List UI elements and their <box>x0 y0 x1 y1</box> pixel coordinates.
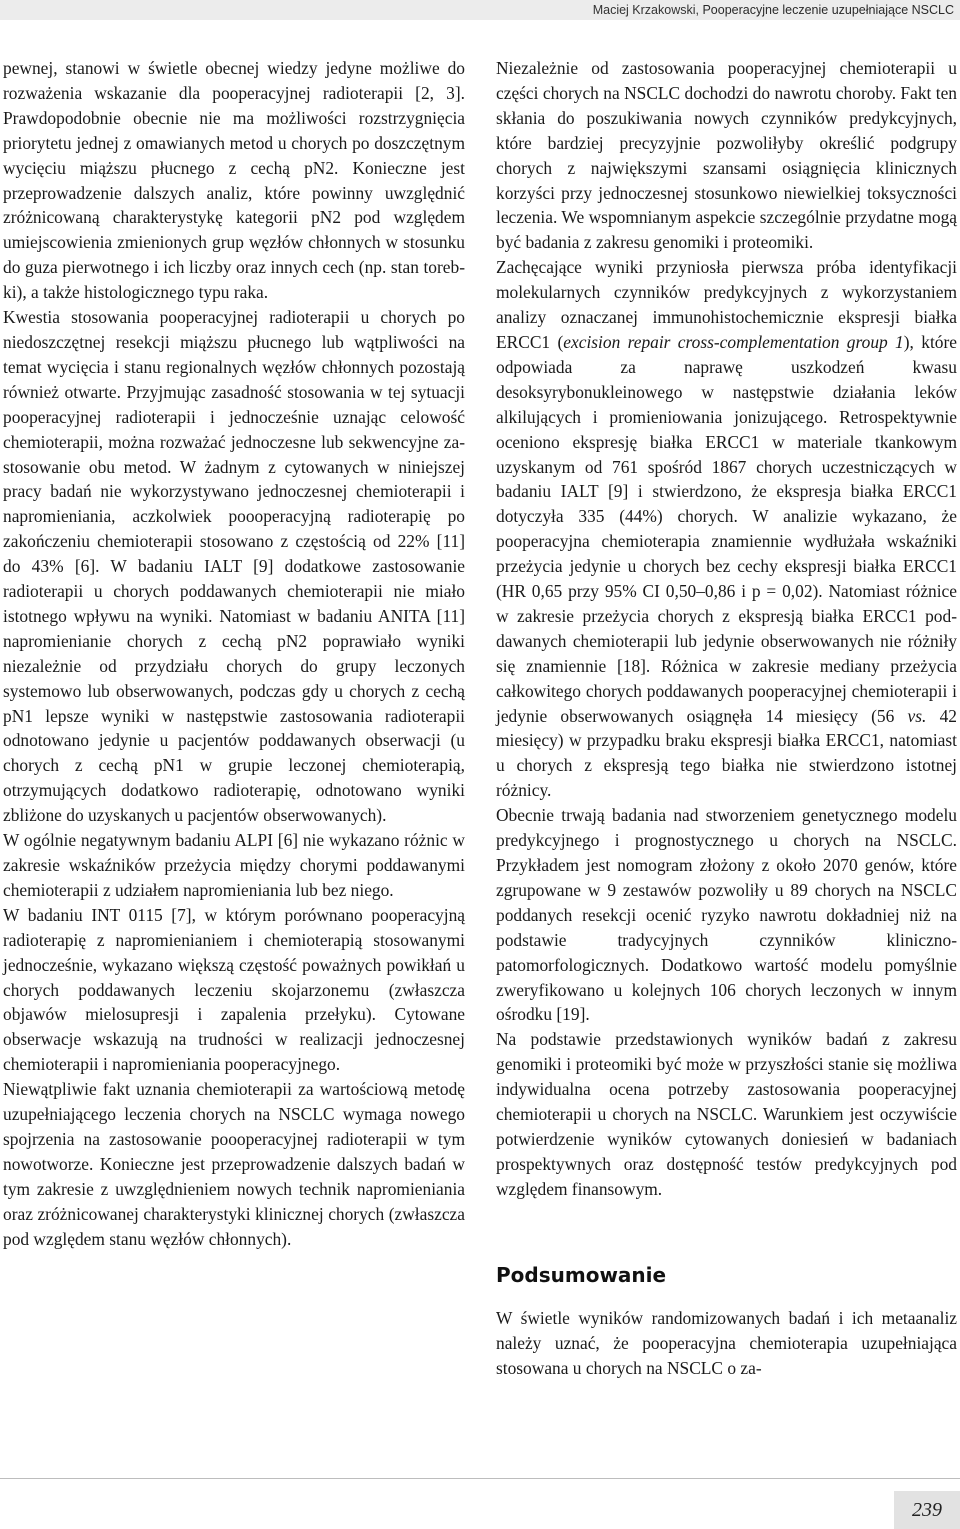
header-author: Maciej Krzakowski, <box>592 3 703 17</box>
right-paragraph-3: Obecnie trwają badania nad stworzeniem genetycznego modelu predykcyjnego i prognostycznego u chorych na NSCLC. Przykładem jest nomogram złożony z około 2070 genów, które zgrupowane w 9 zestawów pozwoliły u 89 chorych na NSCLC poddanych resekcji ocenić ryzyko nawrotu dokładniej niż na podstawie tradycyjnych czynników kliniczno-patomorfologicznych. Dodatkowo wartość modelu pomyślnie zweryfikowano u kolejnych 106 chorych leczonych w innym ośrodku [19]. <box>496 805 957 1025</box>
right-paragraph-2-part-a: Zachęcające wyniki przyniosła pierwsza próba identyfikacji molekularnych czynników predykcyjnych z wykorzystaniem analizy oznaczanej immunohistochemicznie ekspresji białka ERCC1 ( <box>496 257 957 352</box>
right-paragraph-1: Niezależnie od zastosowania pooperacyjnej chemioterapii u części chorych na NSCLC dochodzi do nawrotu choroby. Fakt ten skłania do poszukiwania nowych czynników predykcyjnych, które bardziej precyzyjnie pozwoliłyby określić podgrupy chorych z największymi szansami osiągnięcia klinicznych korzyści przy jednoczesnej stosunkowo niewielkiej toksyczności leczenia. We wspomnianym aspekcie szczególnie przydatne mogą być badania z zakresu genomiki i proteomiki. <box>496 58 957 253</box>
right-paragraph-5: W świetle wyników randomizowanych badań i ich metaanaliz należy uznać, że pooperacyjna chemioterapia uzupełniająca stosowana u chorych na NSCLC o za- <box>496 1307 957 1378</box>
right-paragraph-2 <box>496 255 957 803</box>
section-heading-summary: Podsumowanie <box>496 1262 667 1287</box>
right-paragraph-2-part-b: ), które odpowiada za naprawę uszkodzeń kwasu desoksyrybonukleinowego w następstwie działania leków alkilujących i promieniowania jonizującego. Retrospektywnie oceniono ekspresję białka ERCC1 w materiale tkankowym uzyskanym od 761 spośród 1867 chorych uczestniczących w badaniu IALT [9] i stwierdzono, że ekspresja białka ERCC1 dotyczyła 335 (44%) chorych. W analizie wykazano, że pooperacyjna chemioterapia znamiennie wydłużała wskaźniki przeżycia jedynie u chorych bez cechy ekspresji białka ERCC1 (HR 0,65 przy 95% CI 0,50–0,86 i p = 0,02). Natomiast różnice w zakresie przeżycia chorych z ekspresją białka ERCC1 poddawanych chemioterapii lub jedynie obserwowanych nie różniły się znamiennie [18]. Różnica w zakresie mediany przeżycia całkowitego chorych poddawanych pooperacyjnej chemioterapii i jedynie obserwowanych osiągnęła 14 miesięcy (56 <box>496 331 957 726</box>
left-paragraph-1: pewnej, stanowi w świetle obecnej wiedzy jedyne możliwe do rozważenia wskazanie dla pooperacyjnej radioterapii [2, 3]. Prawdopodobnie obecnie nie ma możliwości rozstrzygnięcia priorytetu jednej z omawianych metod u chorych po doszczętnym wycięciu miąższu płucnego z cechą pN2. Konieczne jest przeprowadzenie dalszych analiz, które powinny uwzględnić zróżnicowaną charakterystykę kategorii pN2 pod względem umiejscowienia zmienionych grup węzłów chłonnych w stosunku do guza pierwotnego i ich liczby oraz innych cech (np. stan torebki), a także histologicznego typu raka. <box>3 58 465 303</box>
right-paragraph-2-part-c: 42 miesięcy) w przypadku braku ekspresji białka ERCC1, natomiast u chorych z ekspresją tego białka nie stwierdzono istotnej różnicy. <box>496 705 957 801</box>
left-column <box>3 56 465 1252</box>
left-paragraph-5: Niewątpliwie fakt uznania chemioterapii za wartościową metodę uzupełniającego leczenia chorych na NSCLC wymaga nowego spojrzenia na zastosowanie poooperacyjnej radioterapii w tym nowotworze. Konieczne jest przeprowadzenie dalszych badań w tym zakresie z uwzględnieniem nowych technik napromieniania oraz zróżnicowanej charakterystyki klinicznej chorych (zwłaszcza pod względem stanu węzłów chłonnych). <box>3 1079 465 1249</box>
footer-divider <box>0 1478 960 1479</box>
left-paragraph-3: W ogólnie negatywnym badaniu ALPI [6] nie wykazano różnic w zakresie wskaźników przeżycia między chorymi poddawanymi chemioterapii z udziałem napromieniania lub bez niego. <box>3 830 465 900</box>
running-header <box>0 0 960 20</box>
right-column <box>496 56 957 1380</box>
left-paragraph-2: Kwestia stosowania pooperacyjnej radioterapii u chorych po niedoszczętnej resekcji miąższu płucnego lub wątpliwości na temat wycięcia i stanu regionalnych węzłów chłonnych pozostają również otwarte. Przyjmując zasadność stosowania w tej sytuacji pooperacyjnej radioterapii i jednocześnie uznając celowość chemioterapii, można rozważać jednoczesne lub sekwencyjne zastosowanie obu metod. W żadnym z cytowanych w niniejszej pracy badań nie wykorzystywano jednoczesnej chemioterapii i napromieniania, aczkolwiek poooperacyjną radioterapię po zakończeniu chemioterapii stosowano z częstością od 22% [11] do 43% [6]. W badaniu IALT [9] dodatkowe zastosowanie radioterapii u chorych poddawanych chemioterapii nie miało istotnego wpływu na wyniki. Natomiast w badaniu ANITA [11] napromienianie chorych z cechą pN2 poprawiało wyniki niezależnie od przydziału chorych do grupy leczonych systemowo lub obserwowanych, podczas gdy u chorych z cechą pN1 lepsze wyniki w następstwie zastosowania radioterapii odnotowano jedynie u pacjentów poddawanych obserwacji (u chorych z cechą pN1 w grupie leczonej chemioterapią, otrzymujących dodatkowo radioterapię, odnotowano wyniki zbliżone do uzyskanych u pacjentów obserwowanych). <box>3 307 465 826</box>
right-paragraph-4: Na podstawie przedstawionych wyników badań z zakresu genomiki i proteomiki być może w przyszłości stanie się możliwa indywidualna ocena potrzeby zastosowania pooperacyjnej chemioterapii u chorych na NSCLC. Warunkiem jest oczywiście potwierdzenie wyników cytowanych doniesień w badaniach prospektywnych oraz dostępność testów predykcyjnych pod względem finansowym. <box>496 1029 957 1199</box>
left-paragraph-4: W badaniu INT 0115 [7], w którym porównano pooperacyjną radioterapię z napromienianiem i chemioterapią stosowanymi jednocześnie, wykazano większą częstość poważnych powikłań u chorych poddawanych leczeniu skojarzonemu (zwłaszcza objawów mielosupresji i zapalenia przełyku). Cytowane obserwacje wskazują na trudności w realizacji jednoczesnej chemioterapii i napromieniania pooperacyjnego. <box>3 904 465 1075</box>
versus-abbrev: vs. <box>907 705 927 726</box>
ercc1-expansion: excision repair cross-complementation group 1 <box>563 331 904 352</box>
page-number: 239 <box>894 1491 960 1529</box>
header-title: Pooperacyjne leczenie uzupełniające NSCLC <box>702 3 954 17</box>
